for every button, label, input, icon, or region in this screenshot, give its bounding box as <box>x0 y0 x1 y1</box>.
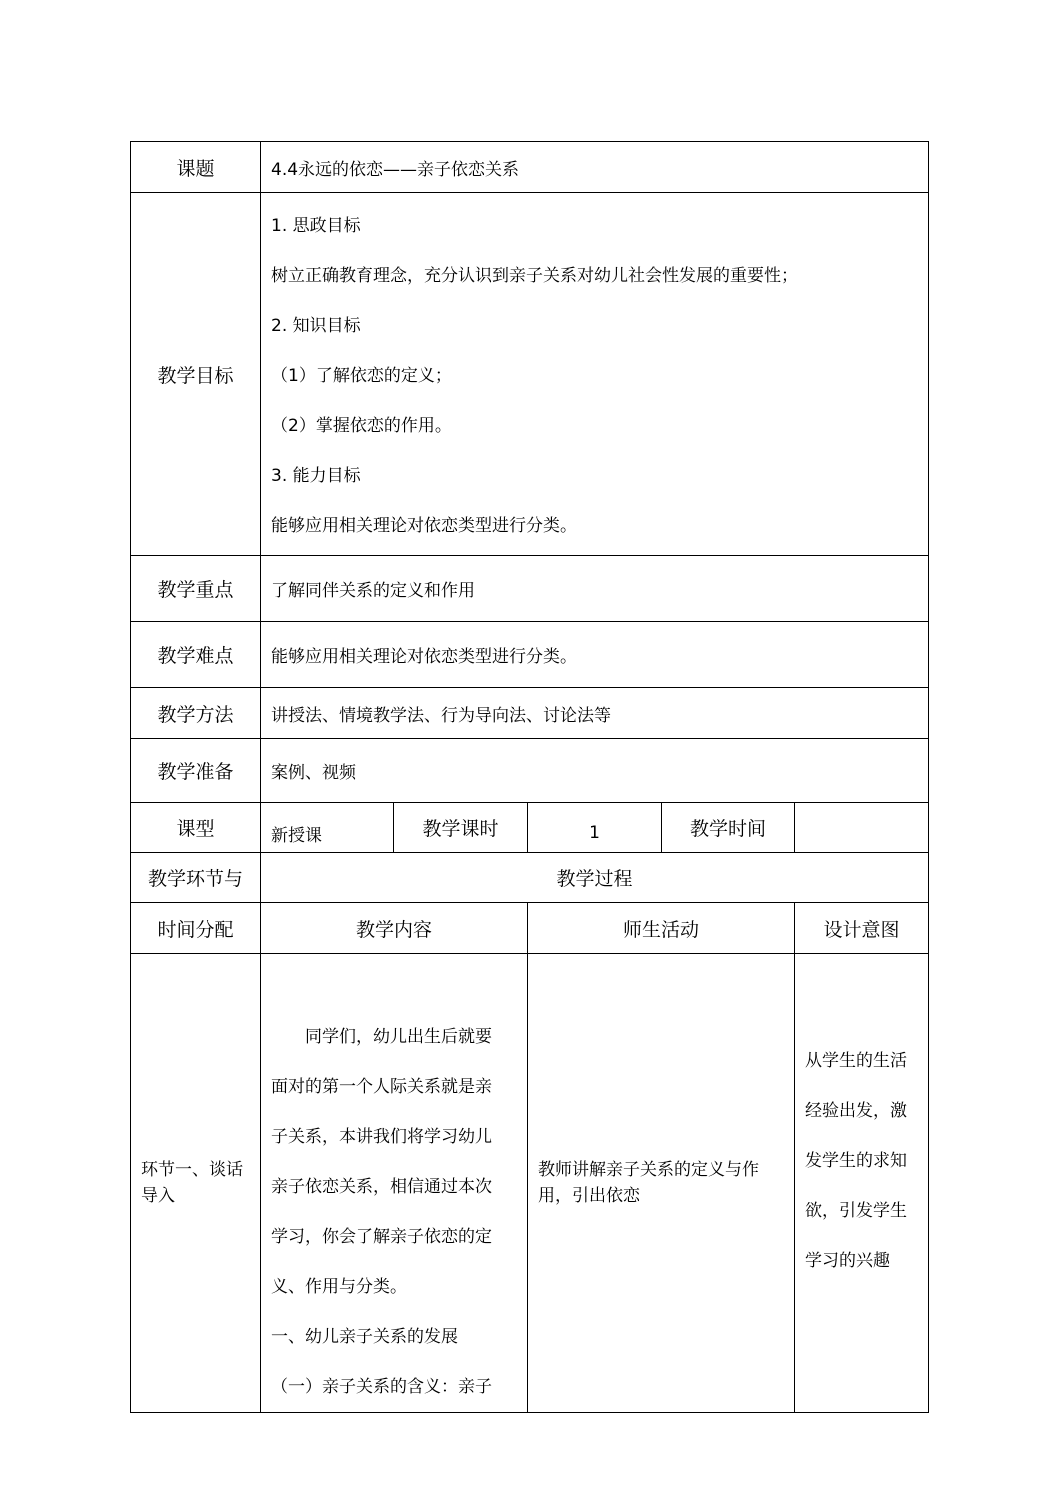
segment1-content <box>261 954 528 1413</box>
objective-line: 1. 思政目标 <box>271 216 361 236</box>
topic-row <box>131 142 929 193</box>
objectives-label: 教学目标 <box>131 193 261 556</box>
objective-line: （2）掌握依恋的作用。 <box>271 416 452 436</box>
design-line: 从学生的生活 <box>805 1051 907 1071</box>
objective-line: （1）了解依恋的定义； <box>271 366 452 386</box>
methods-label: 教学方法 <box>131 688 261 739</box>
segment-header-line-1: 教学环节与 <box>131 853 261 903</box>
lesson-hours-label: 教学课时 <box>394 803 528 853</box>
content-line: 亲子依恋关系，相信通过本次 <box>271 1177 492 1197</box>
process-subheader-row <box>131 903 929 954</box>
design-line: 欲，引发学生 <box>805 1201 907 1221</box>
lesson-time-value <box>795 803 929 853</box>
process-header-row <box>131 853 929 903</box>
lesson-type-row <box>131 803 929 853</box>
segment1-row <box>131 954 929 1413</box>
content-line: 学习，你会了解亲子依恋的定 <box>271 1227 492 1247</box>
key-points-value: 了解同伴关系的定义和作用 <box>261 556 929 622</box>
design-header: 设计意图 <box>795 903 929 954</box>
activity-header: 师生活动 <box>528 903 795 954</box>
content-line: （一）亲子关系的含义：亲子 <box>271 1377 492 1397</box>
objectives-content <box>261 193 929 556</box>
difficulties-value: 能够应用相关理论对依恋类型进行分类。 <box>261 622 929 688</box>
objective-line: 3. 能力目标 <box>271 466 361 486</box>
preparation-value: 案例、视频 <box>261 739 929 803</box>
lesson-type-value: 新授课 <box>261 803 394 853</box>
difficulties-label: 教学难点 <box>131 622 261 688</box>
key-points-row <box>131 556 929 622</box>
process-header: 教学过程 <box>261 853 929 903</box>
objective-line: 树立正确教育理念，充分认识到亲子关系对幼儿社会性发展的重要性； <box>271 266 798 286</box>
methods-row <box>131 688 929 739</box>
segment1-design <box>795 954 929 1413</box>
content-line: 同学们，幼儿出生后就要 <box>305 1027 492 1047</box>
difficulties-row <box>131 622 929 688</box>
objective-line: 能够应用相关理论对依恋类型进行分类。 <box>271 516 577 536</box>
preparation-label: 教学准备 <box>131 739 261 803</box>
lesson-time-label: 教学时间 <box>662 803 795 853</box>
topic-value: 4.4永远的依恋——亲子依恋关系 <box>261 142 929 193</box>
segment-header-line-2: 时间分配 <box>131 903 261 954</box>
content-header: 教学内容 <box>261 903 528 954</box>
methods-value: 讲授法、情境教学法、行为导向法、讨论法等 <box>261 688 929 739</box>
content-line: 面对的第一个人际关系就是亲 <box>271 1077 492 1097</box>
topic-label: 课题 <box>131 142 261 193</box>
lesson-hours-value: 1 <box>528 803 662 853</box>
segment1-activity: 教师讲解亲子关系的定义与作用，引出依恋 <box>528 954 795 1413</box>
design-line: 经验出发，激 <box>805 1101 907 1121</box>
preparation-row <box>131 739 929 803</box>
content-line: 一、幼儿亲子关系的发展 <box>271 1327 458 1347</box>
design-line: 学习的兴趣 <box>805 1251 890 1271</box>
segment1-name: 环节一、谈话导入 <box>131 954 261 1413</box>
key-points-label: 教学重点 <box>131 556 261 622</box>
content-line: 子关系，本讲我们将学习幼儿 <box>271 1127 492 1147</box>
lesson-type-label: 课型 <box>131 803 261 853</box>
design-line: 发学生的求知 <box>805 1151 907 1171</box>
objectives-row <box>131 193 929 556</box>
content-line: 义、作用与分类。 <box>271 1277 407 1297</box>
lesson-plan-table <box>130 141 929 1413</box>
objective-line: 2. 知识目标 <box>271 316 361 336</box>
